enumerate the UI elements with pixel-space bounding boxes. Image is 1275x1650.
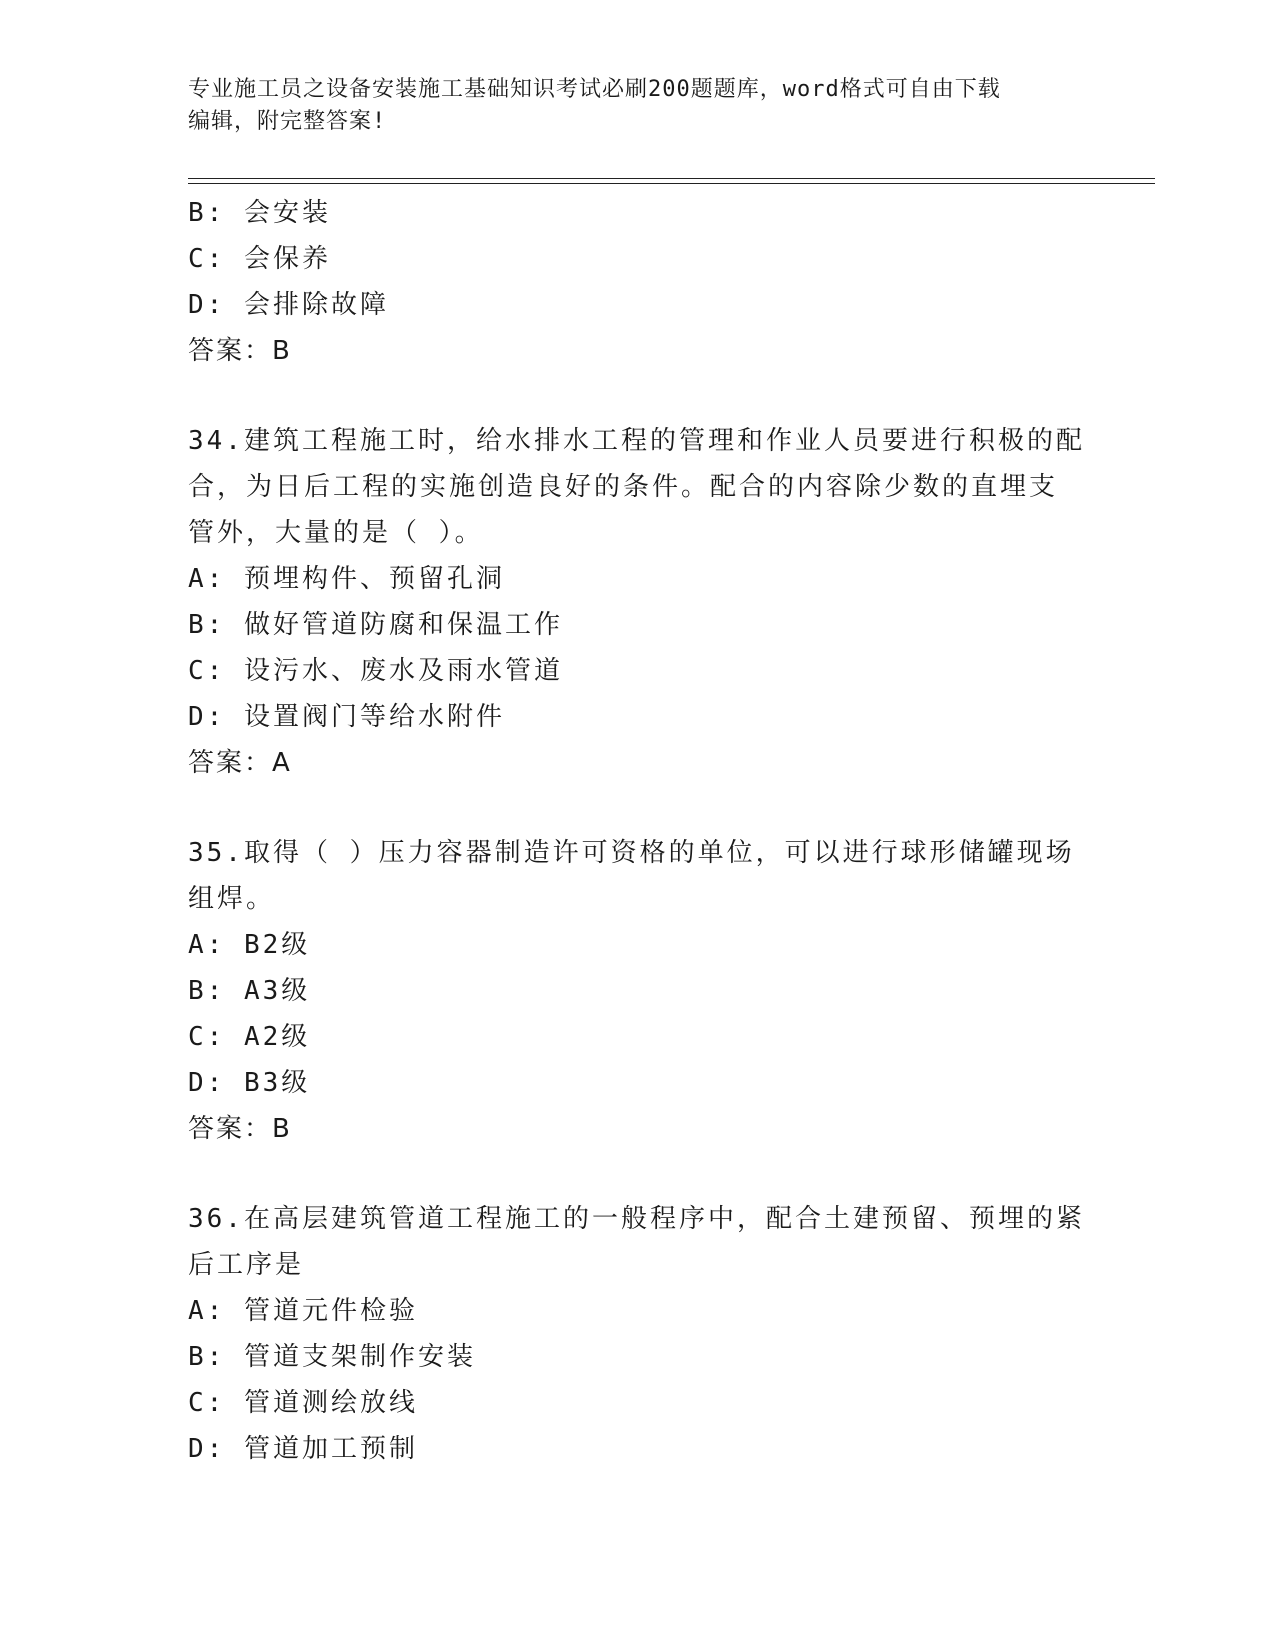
option-b: B: 会安装 <box>188 198 331 228</box>
header-divider-top <box>188 178 1155 179</box>
question-list <box>188 190 1088 1472</box>
option-c: C: 设污水、废水及雨水管道 <box>188 656 563 686</box>
option-c: C: 管道测绘放线 <box>188 1388 418 1418</box>
option-c: C: A2级 <box>188 1022 311 1052</box>
answer-line: 答案：B <box>188 1114 292 1144</box>
question-stem-line: 后工序是 <box>188 1250 305 1280</box>
header-title-line-1: 专业施工员之设备安装施工基础知识考试必刷200题题库，word格式可自由下载 <box>188 77 1001 102</box>
document-header <box>188 74 1068 138</box>
header-title-line-2: 编辑，附完整答案! <box>188 109 387 134</box>
question-stem-line: 合，为日后工程的实施创造良好的条件。配合的内容除少数的直埋支 <box>188 472 1059 502</box>
question-stem-line: 组焊。 <box>188 884 276 914</box>
question-33 <box>188 190 1088 374</box>
question-stem-line: 35.取得（ ）压力容器制造许可资格的单位，可以进行球形储罐现场 <box>188 838 1075 868</box>
question-stem-line: 36.在高层建筑管道工程施工的一般程序中，配合土建预留、预埋的紧 <box>188 1204 1085 1234</box>
question-34 <box>188 418 1088 786</box>
option-d: D: B3级 <box>188 1068 311 1098</box>
question-stem-line: 34.建筑工程施工时，给水排水工程的管理和作业人员要进行积极的配 <box>188 426 1085 456</box>
header-divider-bottom <box>188 183 1155 184</box>
option-a: A: B2级 <box>188 930 311 960</box>
option-c: C: 会保养 <box>188 244 331 274</box>
option-d: D: 设置阀门等给水附件 <box>188 702 505 732</box>
question-35 <box>188 830 1088 1152</box>
option-a: A: 管道元件检验 <box>188 1296 418 1326</box>
option-b: B: 做好管道防腐和保温工作 <box>188 610 563 640</box>
option-d: D: 管道加工预制 <box>188 1434 418 1464</box>
option-a: A: 预埋构件、预留孔洞 <box>188 564 505 594</box>
question-stem-line: 管外，大量的是（ ）。 <box>188 518 484 548</box>
option-b: B: A3级 <box>188 976 311 1006</box>
option-d: D: 会排除故障 <box>188 290 389 320</box>
answer-line: 答案：A <box>188 748 292 778</box>
answer-line: 答案：B <box>188 336 292 366</box>
question-36 <box>188 1196 1088 1472</box>
option-b: B: 管道支架制作安装 <box>188 1342 476 1372</box>
